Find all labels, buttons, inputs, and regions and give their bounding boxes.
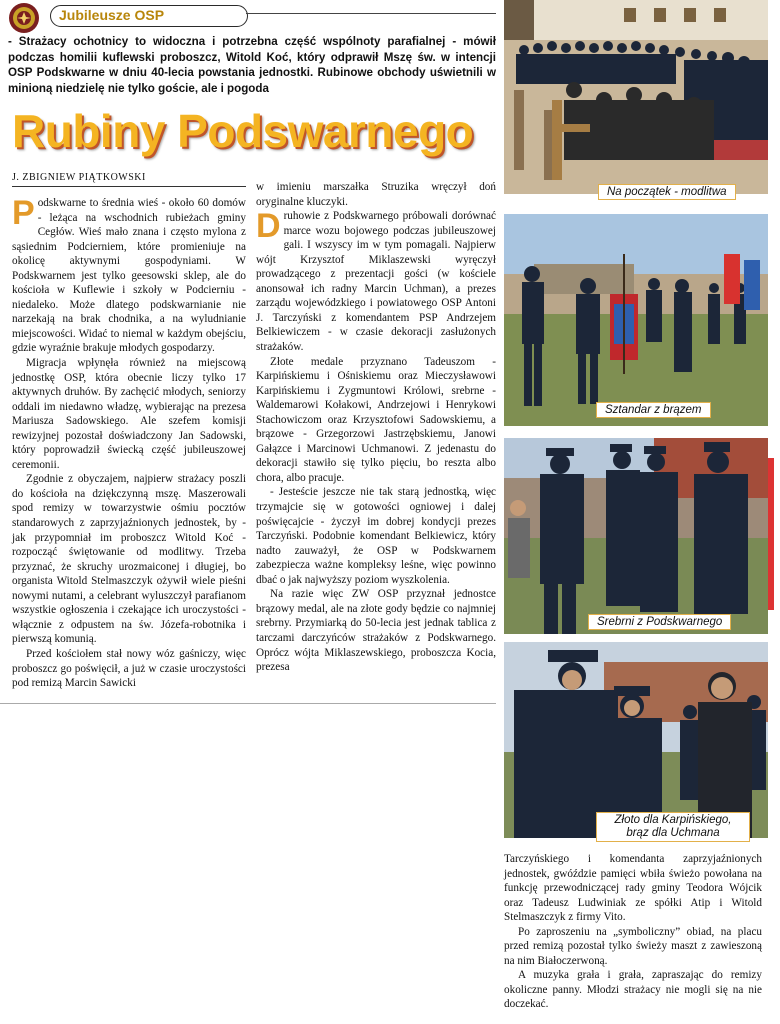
- paragraph-text: ruhowie z Podskwarnego próbowali dorównać marce wozu bojowego podczas jubileuszowej gali. I wszyscy im w tym pomagali. Najpierw wójt Krzysztof Miklaszewski wyręczył prowadzącego z prezentacji gości (w kościele anonsował ich radny Marcin Uchman), a prezes zarządu wojewódzkiego i powiatowego OSP Antoni J. Tarczyński z komendantem PSP Andrzejem Belkiewiczem - w czasie dekoracji zasłużonych strażaków.: [256, 210, 496, 354]
- paragraph: Przed kościołem stał nowy wóz gaśniczy, więc proboszcz go poświęcił, a już w czasie uroczystości pod remizą Marcin Sawicki: [12, 647, 246, 690]
- paragraph: Po zaproszeniu na „symboliczny” obiad, na placu przed remizą pozostał tylko świeży maszt z zawieszoną na nim Białoczerwoną.: [504, 925, 762, 967]
- fire-brigade-emblem-icon: [6, 2, 46, 34]
- header-rule: [246, 13, 496, 14]
- church-photo-illustration: [504, 0, 768, 194]
- article-column-2: [256, 180, 496, 675]
- paragraph: Złote medale przyznano Tadeuszom - Karpińskiemu i Ośniskiemu oraz Mieczysławowi Karpińskiemu i Zygmuntowi Królowi, srebrne - Waldemarowi Kołakowi, Andrzejowi i Henrykowi Stachowiczom oraz Krzysztofowi Sadowskiemu, a brązowe - Grzegorzowi Jastrzębskiemu, Janowi Gałązce i Marcinowi Uchmanowi. Z jedenastu do dekoracji stawiło się tylko pięciu, bo reszta albo chora, albo pracuje.: [256, 355, 496, 484]
- edge-mark: [768, 458, 774, 610]
- photo-church-mass: [504, 0, 768, 194]
- photo-banner-ceremony: [504, 214, 768, 426]
- paragraph: [256, 209, 496, 354]
- paragraph: Zgodnie z obyczajem, najpierw strażacy poszli do kościoła na dziękczynną mszę. Maszerowali spod remizy w towarzystwie ośmiu pocztów standarowych z zaprzyjaźnionych jednostek, by - jak przypomniał im proboszcz Witold Koć - rozpocząć świętowanie od modlitwy. Trzeba przyznać, że skruchy urozmaiconej i długiej, bo organista Witold Stelmaszczyk ożywił wiele pieśni nowymi nutami, a celebrant wyluszczył parafianom wszystkie ogłoszenia i czekające ich uroczystości - włącznie z odpustem na św. Józefa-robotnika i pierwszą komunią.: [12, 473, 246, 646]
- photo-caption: Na początek - modlitwa: [598, 184, 736, 200]
- paragraph: Na razie więc ZW OSP przyznał jednostce brązowy medal, ale na złote gody będzie co najmniej srebrny. Przymiarką do 50-lecia jest jednak tablica z tarczami darczyńców strażaków z Podskwarnego. Oprócz wójta Miklaszewskiego, proboszcza Kocia, prezesa: [256, 588, 496, 674]
- medals-photo-illustration: [504, 438, 768, 634]
- photo-silver-medals: [504, 438, 768, 634]
- section-tag: [6, 2, 246, 26]
- decoration-photo-illustration: [504, 642, 768, 838]
- paragraph: A muzyka grała i grała, zapraszając do remizy okoliczne panny. Młodzi strażacy nie mogli się na nie doczekać.: [504, 969, 762, 1011]
- banner-photo-illustration: [504, 214, 768, 426]
- article-column-1: [12, 196, 246, 691]
- section-label: Jubileusze OSP: [59, 7, 165, 23]
- photo-gold-bronze: [504, 642, 768, 838]
- paragraph: [12, 196, 246, 356]
- drop-cap: P: [12, 194, 35, 232]
- photo-caption: Sztandar z brązem: [596, 402, 711, 418]
- lead-paragraph: - Strażacy ochotnicy to widoczna i potrzebna część wspólnoty parafialnej - mówił podczas homilii kuflewski proboszcz, Witold Koć, który odprawił Mszę św. w intencji OSP Podskwarne w dniu 40-lecia powstania jednostki. Rubinowe obchody uświetnili w minioną niedzielę nie tylko goście, ale i pogoda: [8, 35, 496, 95]
- paragraph-text: odskwarne to średnia wieś - około 60 domów - leżąca na wschodnich rubieżach gminy Cegłów. Wieś mało znana i często mylona z sąsiednim Podcierniem, które promieniuje na okolicę aktywnymi gospodyniami. W Podskwarnem jest tylko geesowski sklep, ale do kościoła w Kuflewie i szkoły w Podcierniu - niedaleko. Może dlatego podskwarnianie nie narzekają na brak chodnika, a na wyludnianie miejscowości. Widać to niemal w każdym obejściu, gdzie wyraźnie brakuje młodych gospodarzy.: [12, 197, 246, 355]
- headline: Rubiny Podswarnego: [12, 105, 474, 157]
- section-label-pill: [50, 5, 248, 27]
- paragraph: - Jesteście jeszcze nie tak starą jednostką, więc trzymajcie się w gotowości ogniowej i dalej poświęcajcie - życzył im dobrej kondycji prezes Tarczyński. Podobnie komendant Belkiewicz, który nadto zauważył, że OSP w Podskwarnem zabezpiecza ważne kompleksy leśne, więc powinno dbać o jak najwyższy poziom wyszkolenia.: [256, 486, 496, 586]
- byline: J. ZBIGNIEW PIĄTKOWSKI: [12, 172, 146, 183]
- photo-caption: Srebrni z Podskwarnego: [588, 614, 731, 630]
- paragraph: w imieniu marszałka Struzika wręczył doń oryginalne kluczyki.: [256, 181, 496, 208]
- paragraph: Tarczyńskiego i komendanta zaprzyjaźnionych jednostek, gwóździe pamięci wbiła świeżo powołana na funkcję przewodniczącej rady gminy Teodora Wójcik oraz Tadeusz Ludwiniak ze spółki Atip i Witold Stelmaszczyk z firmy Vito.: [504, 853, 762, 924]
- column-bottom-rule: [0, 703, 496, 704]
- drop-cap: D: [256, 207, 281, 246]
- byline-rule: [12, 186, 246, 187]
- article-column-3: [504, 852, 762, 1012]
- paragraph: Migracja wpłynęła również na miejscową jednostkę OSP, która obecnie liczy tylko 17 aktywnych druhów. By zachęcić młodych, seniorzy oddali im niedawno władzę, wybierając na prezesa Mariusza Sadowskiego. Ale szefem komisji rewizyjnej pozostał doświadczony Jan Sadowski, który poprowadził świecką część jubileuszowej ceremonii.: [12, 357, 246, 471]
- photo-caption: Złoto dla Karpińskiego, brąz dla Uchmana: [596, 812, 750, 842]
